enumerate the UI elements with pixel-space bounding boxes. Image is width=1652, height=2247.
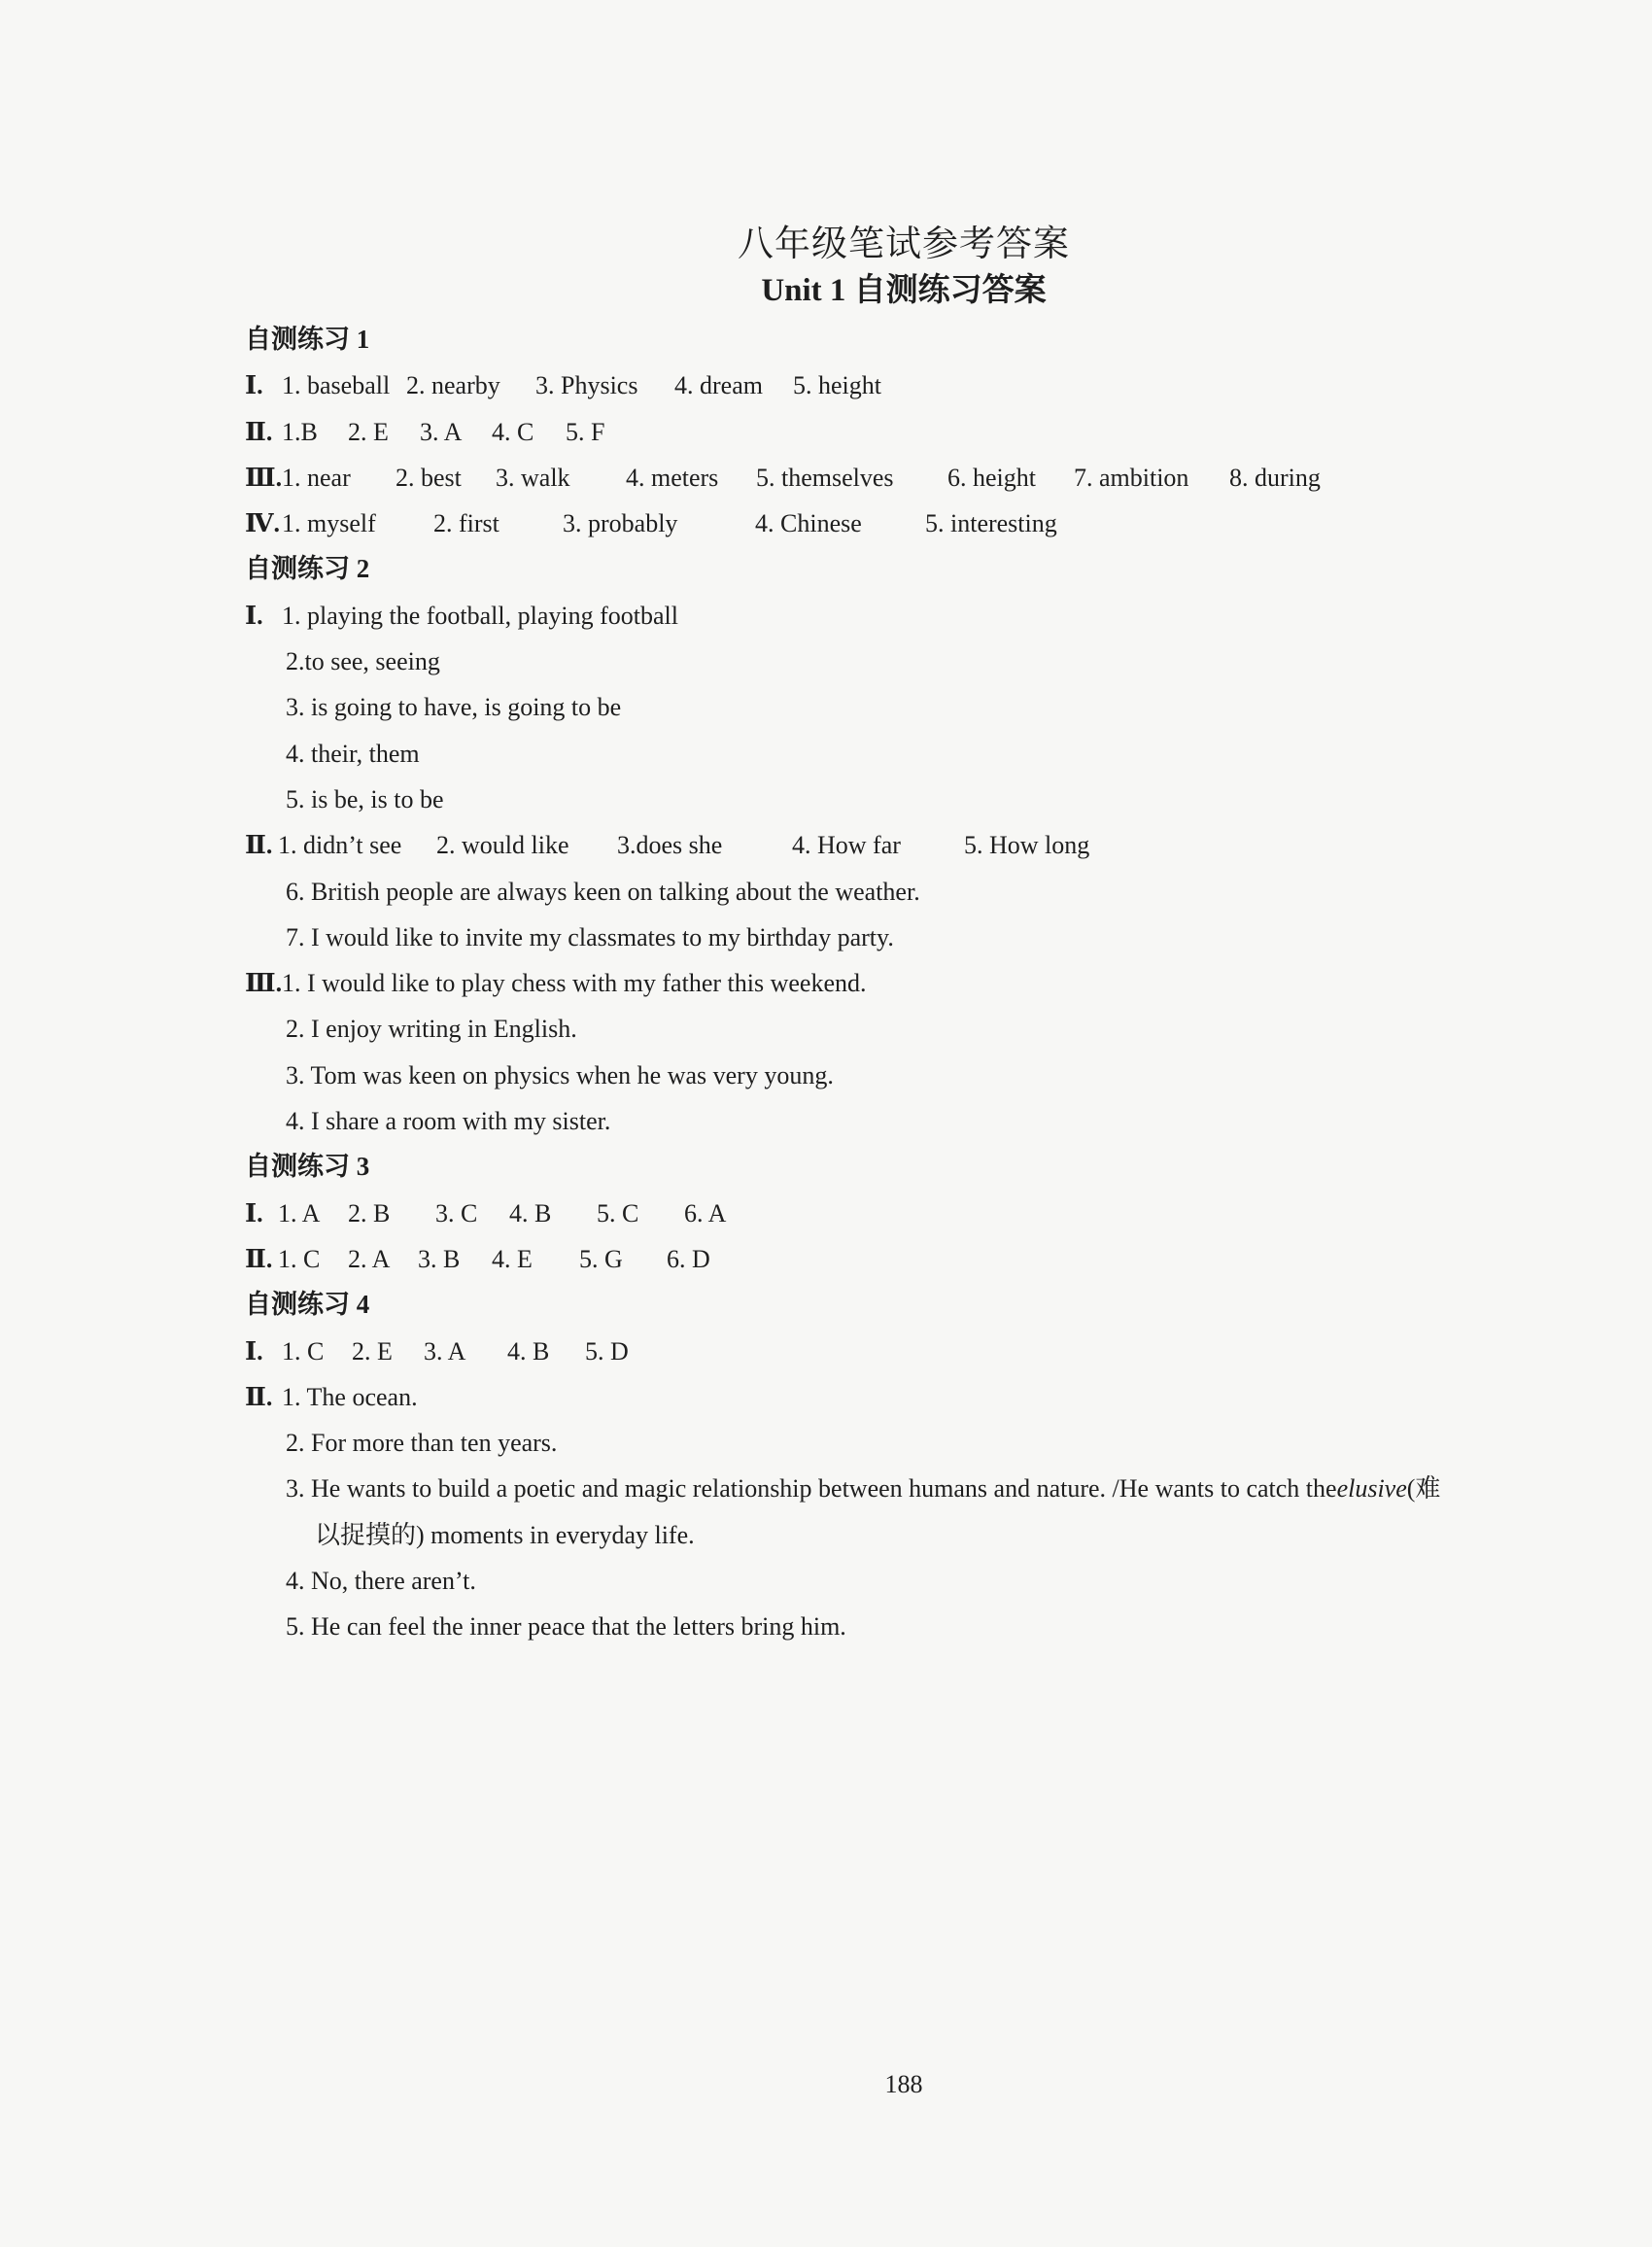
answer-item: 3. B <box>418 1244 461 1273</box>
answer-row <box>245 1374 1605 1420</box>
answer-line: 3. Tom was keen on physics when he was very young. <box>286 1060 834 1089</box>
answer-item: 4. C <box>492 417 534 446</box>
answer-item: 6. A <box>684 1198 727 1227</box>
answer-item: 1. baseball <box>282 371 391 400</box>
answer-row <box>245 960 1605 1006</box>
page-title: 八年级笔试参考答案 <box>738 225 1070 264</box>
answer-item: 2. would like <box>436 831 569 860</box>
roman-numeral: Ⅱ. <box>245 1244 273 1273</box>
roman-numeral: Ⅲ. <box>245 969 283 998</box>
roman-numeral: Ⅰ. <box>245 1336 263 1365</box>
answer-item: 2. first <box>433 509 499 538</box>
answer-item: 4. meters <box>626 463 719 492</box>
answer-item: 3. A <box>420 417 463 446</box>
answer-row <box>245 1236 1605 1282</box>
answer-text: 3. He wants to build a poetic and magic relationship between humans and nature. /He wants to catch the <box>286 1474 1337 1504</box>
roman-numeral: Ⅳ. <box>245 509 281 538</box>
answer-item: 5. interesting <box>925 509 1057 538</box>
answer-line: 1. playing the football, playing football <box>282 601 678 630</box>
answer-item: 3. walk <box>496 463 570 492</box>
answer-item: 5. height <box>793 371 881 400</box>
answer-content <box>245 317 1605 1650</box>
answer-line: 3. is going to have, is going to be <box>286 693 622 722</box>
answer-item: 8. during <box>1229 463 1321 492</box>
answer-item: 3. C <box>435 1198 478 1227</box>
answer-item: 5. D <box>585 1336 629 1365</box>
answer-line: 4. their, them <box>286 739 420 768</box>
answer-line <box>245 1466 1605 1511</box>
answer-item: 6. height <box>947 463 1036 492</box>
answer-item: 4. E <box>492 1244 533 1273</box>
answer-item: 3.does she <box>617 831 723 860</box>
roman-numeral: Ⅰ. <box>245 1198 263 1227</box>
answer-line: 5. is be, is to be <box>286 784 444 813</box>
answer-item: 4. dream <box>674 371 763 400</box>
roman-numeral: Ⅱ. <box>245 831 273 860</box>
answer-row <box>245 363 1605 408</box>
answer-row <box>245 1329 1605 1374</box>
answer-line: 4. No, there aren’t. <box>286 1567 476 1596</box>
answer-item: 1. C <box>282 1336 325 1365</box>
answer-line: 2.to see, seeing <box>286 647 440 676</box>
answer-item: 2. nearby <box>406 371 500 400</box>
answer-line: 6. British people are always keen on talking about the weather. <box>286 877 920 906</box>
answer-item: 3. A <box>424 1336 466 1365</box>
answer-item: 5. How long <box>964 831 1090 860</box>
roman-numeral: Ⅰ. <box>245 601 263 630</box>
answer-item: 5. C <box>597 1198 639 1227</box>
answer-item: 1. myself <box>282 509 376 538</box>
answer-item: 5. F <box>566 417 605 446</box>
answer-row <box>245 409 1605 455</box>
section-heading-2: 自测练习 2 <box>245 554 370 584</box>
roman-numeral: Ⅰ. <box>245 371 263 400</box>
answer-item: 1. didn’t see <box>278 831 402 860</box>
answer-item: 3. probably <box>563 509 678 538</box>
section-heading-3: 自测练习 3 <box>245 1152 370 1182</box>
answer-row <box>245 1191 1605 1236</box>
answer-item: 4. How far <box>792 831 901 860</box>
answer-line: 1. I would like to play chess with my father this weekend. <box>282 969 867 998</box>
roman-numeral: Ⅱ. <box>245 1382 273 1411</box>
answer-line: 7. I would like to invite my classmates to my birthday party. <box>286 922 894 951</box>
answer-item: 2. E <box>352 1336 393 1365</box>
answer-item: 6. D <box>667 1244 710 1273</box>
answer-item: 3. Physics <box>535 371 638 400</box>
answer-row <box>245 822 1605 868</box>
answer-item: 1. A <box>278 1198 321 1227</box>
answer-item: 5. themselves <box>756 463 894 492</box>
answer-item: 5. G <box>579 1244 623 1273</box>
section-heading-1: 自测练习 1 <box>245 325 370 354</box>
answer-item: 2. E <box>348 417 389 446</box>
answer-item: 1. near <box>282 463 351 492</box>
answer-line: 4. I share a room with my sister. <box>286 1107 611 1136</box>
answer-line: 2. For more than ten years. <box>286 1429 558 1458</box>
answer-line: 5. He can feel the inner peace that the letters bring him. <box>286 1612 846 1642</box>
page-number: 188 <box>884 2070 923 2098</box>
answer-row <box>245 455 1605 501</box>
answer-item: 4. B <box>509 1198 552 1227</box>
answer-text: (难 <box>1406 1474 1441 1504</box>
italic-word: elusive <box>1336 1474 1407 1504</box>
section-heading-4: 自测练习 4 <box>245 1290 370 1320</box>
roman-numeral: Ⅱ. <box>245 417 273 446</box>
roman-numeral: Ⅲ. <box>245 463 283 492</box>
answer-line: 1. The ocean. <box>282 1382 418 1411</box>
answer-item: 2. B <box>348 1198 391 1227</box>
answer-item: 4. B <box>507 1336 550 1365</box>
page-subtitle: Unit 1 自测练习答案 <box>761 273 1047 308</box>
answer-item: 4. Chinese <box>755 509 862 538</box>
answer-row <box>245 593 1605 639</box>
answer-item: 1.B <box>282 417 318 446</box>
answer-line-continued: 以捉摸的) moments in everyday life. <box>315 1520 695 1549</box>
answer-line: 2. I enjoy writing in English. <box>286 1015 577 1044</box>
answer-item: 7. ambition <box>1074 463 1189 492</box>
answer-item: 1. C <box>278 1244 321 1273</box>
answer-item: 2. best <box>396 463 462 492</box>
answer-item: 2. A <box>348 1244 391 1273</box>
answer-row <box>245 501 1605 546</box>
